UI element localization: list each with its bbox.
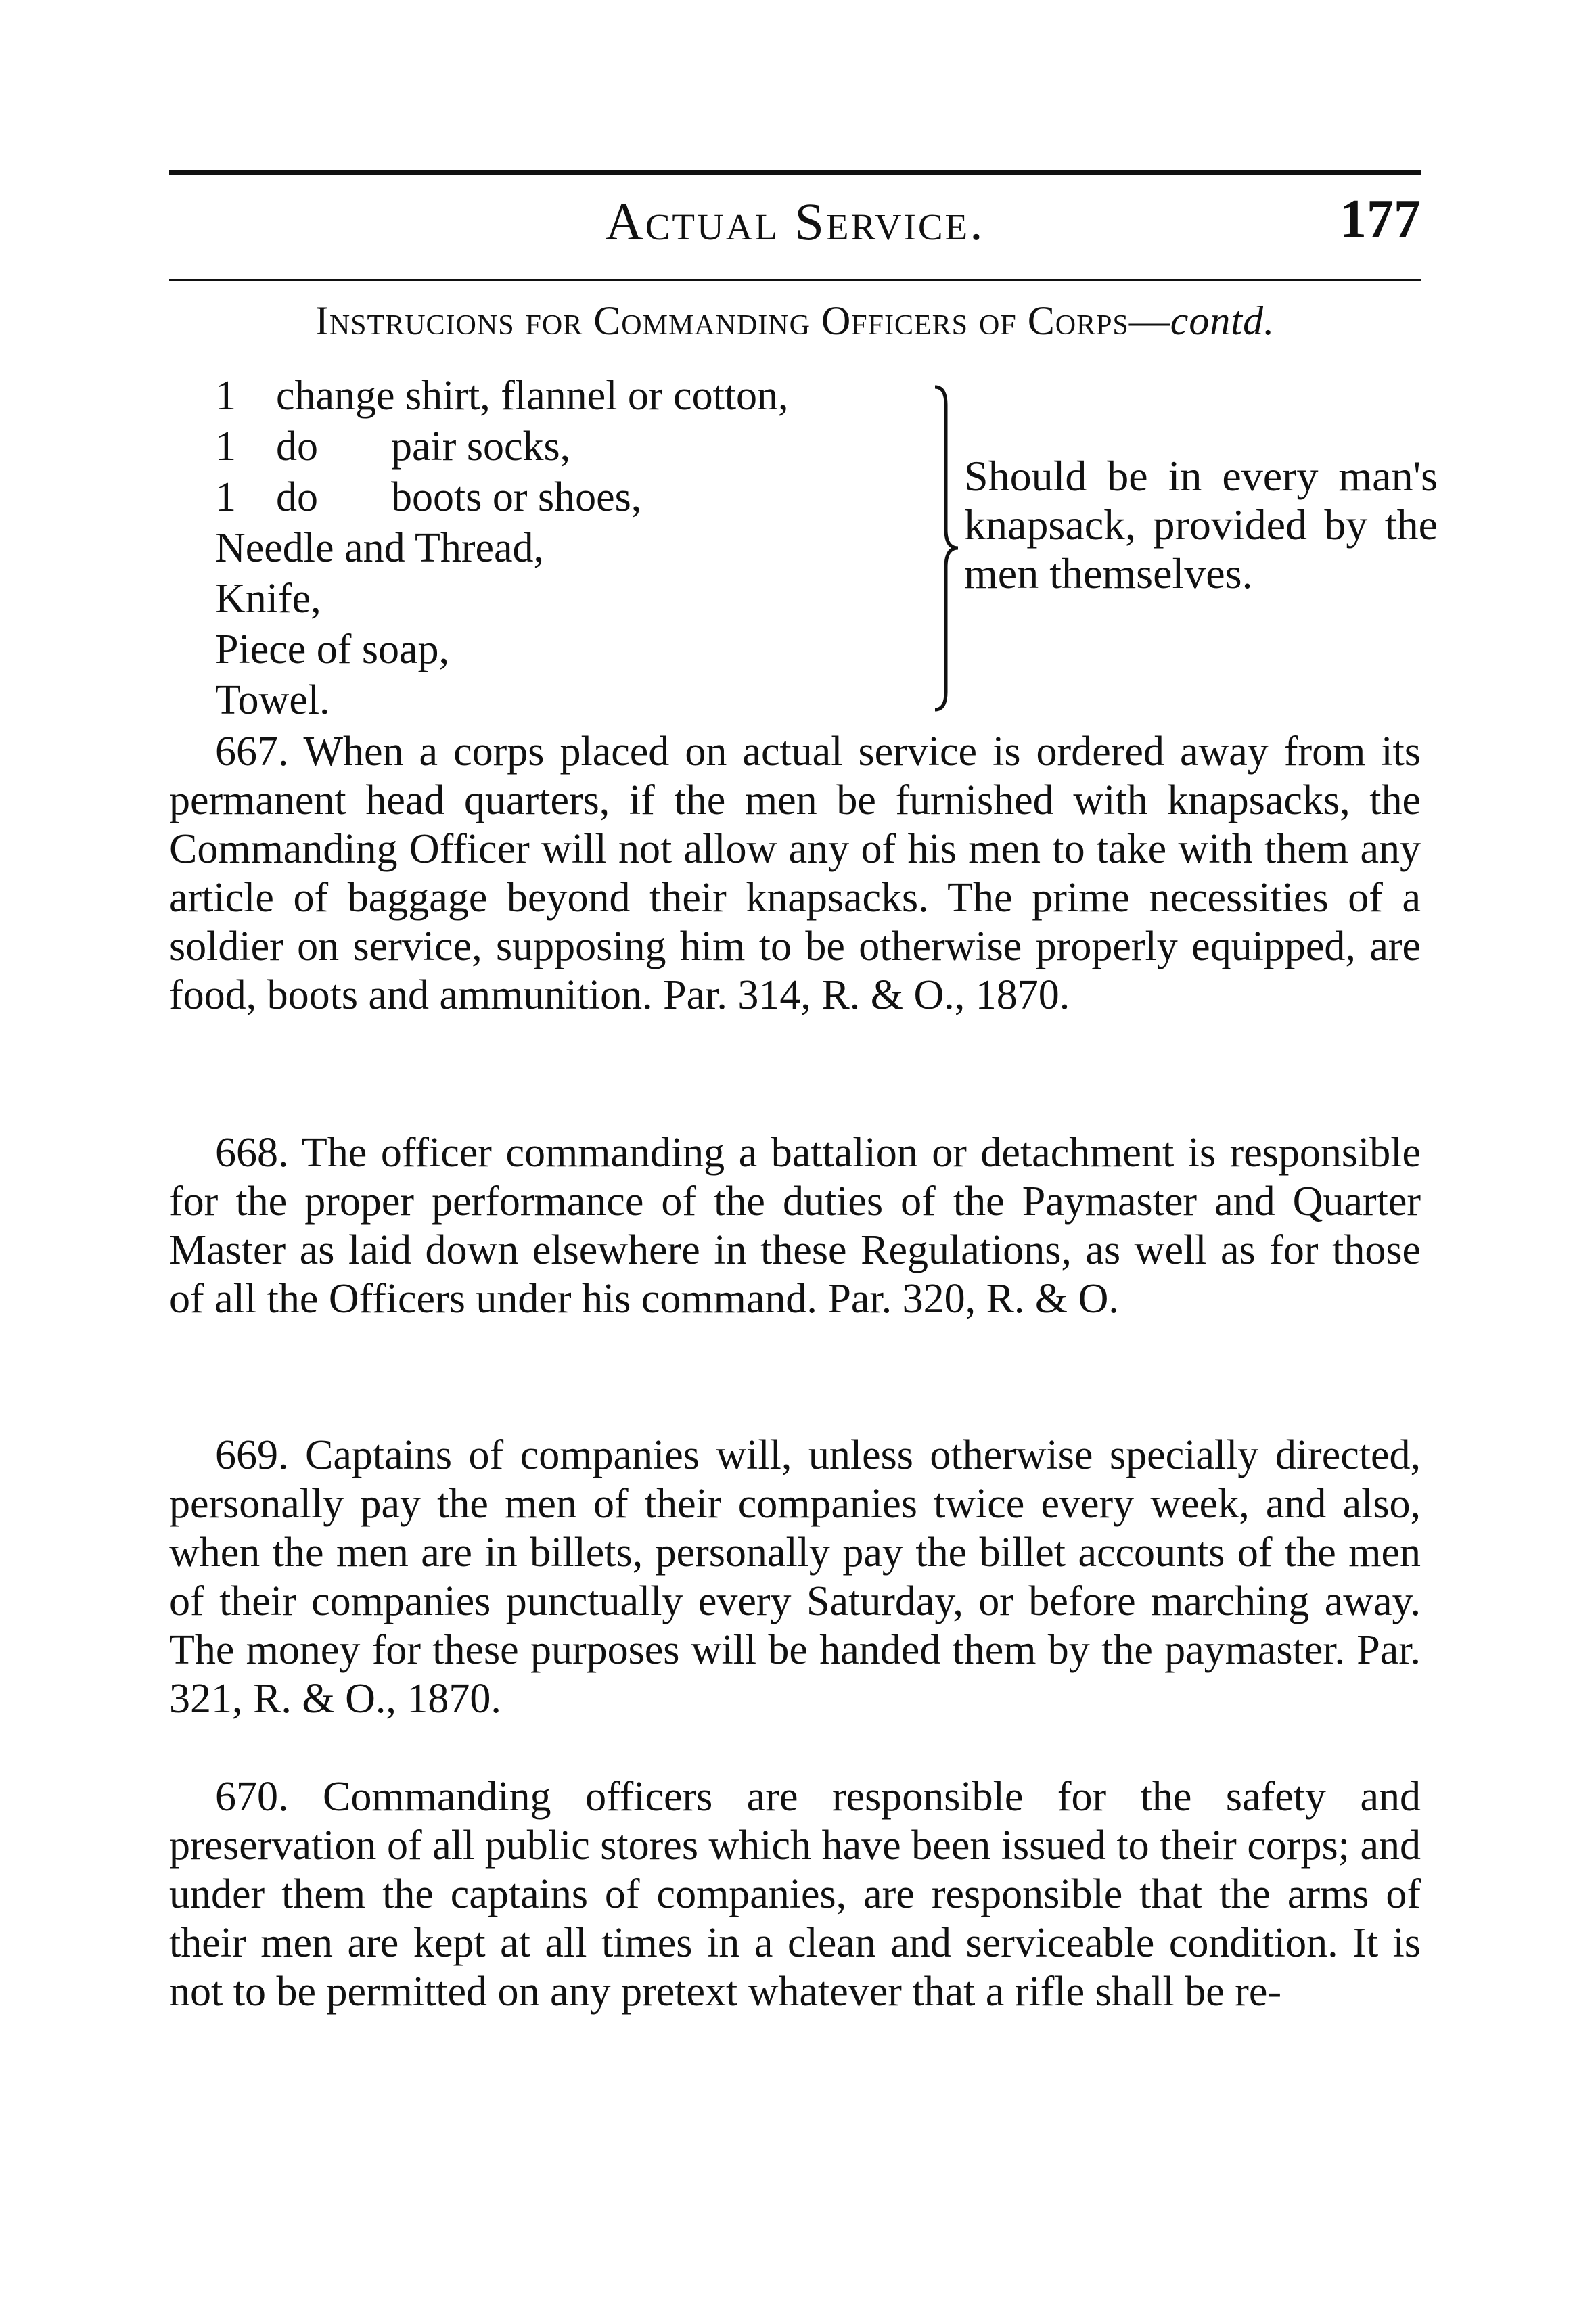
kit-item	[215, 624, 959, 675]
curly-brace-icon	[928, 384, 962, 712]
paragraph-668: 668. The officer commanding a battalion or detachment is responsible for the proper performance of the duties of the Paymaster and Quarter Master as laid down elsewhere in these Regulations, as well as for those of all the Officers under his command. Par. 320, R. & O.	[169, 1130, 1421, 1322]
kit-note: Should be in every man's knapsack, provided by the men themselves.	[964, 452, 1438, 597]
kit-item-text: boots or shoes,	[391, 474, 642, 520]
kit-item	[215, 675, 959, 726]
running-title: Actual Service.	[605, 192, 985, 251]
kit-item-ditto: do	[276, 474, 318, 520]
paragraph-669: 669. Captains of companies will, unless otherwise specially directed, personally pay the men of their companies twice every week, and also, when the men are in billets, personally pay the billet accounts of the men of their companies punctually every Saturday, or before marching away. The money for these purposes will be handed them by the paymaster. Par. 321, R. & O., 1870.	[169, 1432, 1421, 1722]
kit-item-text: Knife,	[215, 576, 321, 622]
section-heading-title: Instrucions for Commanding Officers of Corps—	[315, 298, 1170, 343]
section-heading-contd: contd.	[1170, 298, 1275, 343]
section-heading	[169, 298, 1421, 344]
header-bottom-rule	[169, 279, 1421, 281]
kit-item-qty: 1	[215, 373, 236, 419]
header-top-rule	[169, 170, 1421, 175]
running-head	[169, 186, 1421, 267]
kit-item-qty: 1	[215, 474, 236, 520]
kit-item-text: pair socks,	[391, 424, 571, 470]
kit-item-ditto: do	[276, 424, 318, 470]
kit-item	[215, 574, 959, 624]
kit-item	[215, 421, 959, 472]
paragraph-670: 670. Commanding officers are responsible for the safety and preservation of all public stores which have been issued to their corps; and under them the captains of companies, are responsible that the arms of their men are kept at all times in a clean and serviceable condition. It is not to be permitted on any pretext whatever that a rifle shall be re-	[169, 1774, 1421, 2015]
kit-item-text: Towel.	[215, 677, 330, 723]
kit-item-text: change shirt, flannel or cotton,	[276, 373, 789, 419]
paragraph-667: 667. When a corps placed on actual service is ordered away from its permanent head quarters, if the men be furnished with knapsacks, the Commanding Officer will not allow any of his men to take with them any article of baggage beyond their knapsacks. The prime necessities of a soldier on service, supposing him to be otherwise properly equipped, are food, boots and ammunition. Par. 314, R. & O., 1870.	[169, 729, 1421, 1018]
kit-list	[215, 371, 959, 726]
kit-item	[215, 371, 959, 421]
kit-item	[215, 523, 959, 574]
page-number: 177	[1340, 189, 1421, 249]
kit-item	[215, 472, 959, 523]
kit-item-text: Piece of soap,	[215, 626, 450, 672]
kit-item-qty: 1	[215, 424, 236, 470]
kit-item-text: Needle and Thread,	[215, 525, 545, 571]
